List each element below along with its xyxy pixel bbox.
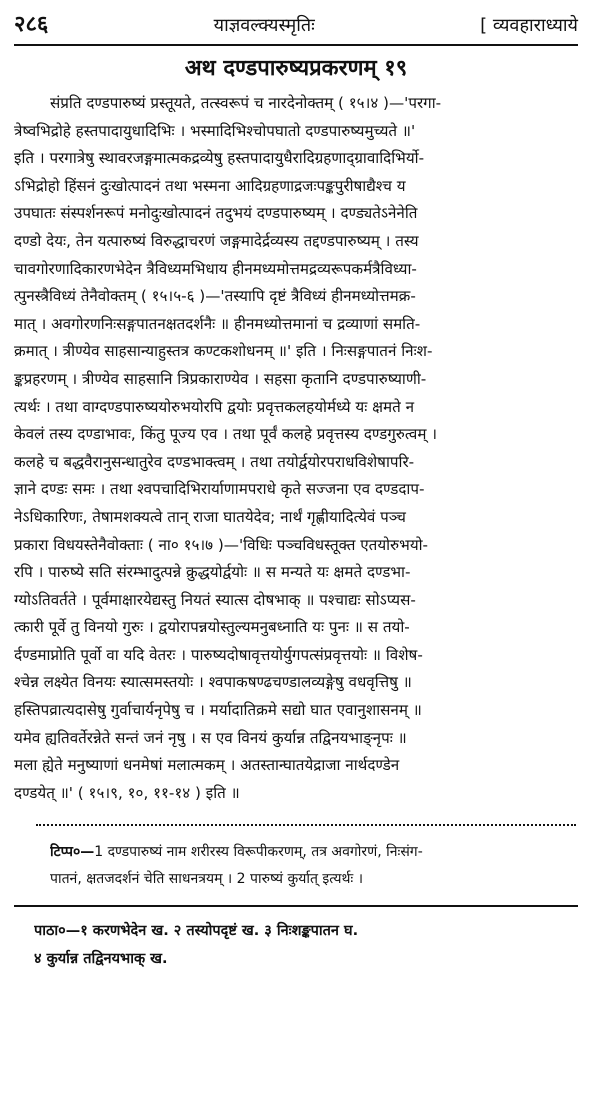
footnote-label: टिप्प०—: [50, 844, 95, 861]
page-number: २८६: [14, 12, 49, 37]
footnote-text: 1 दण्डपारुष्यं नाम शरीरस्य विरूपीकरणम्, तत्र अवगोरणं, निःसंग-: [94, 844, 423, 861]
variant-rule: [14, 905, 578, 907]
text-line: क्रमात् । त्रीण्येव साहसान्याहुस्तत्र कण्टकशोधनम् ॥' इति । निःसङ्गपातनं निःश-: [14, 342, 433, 361]
variant-text: १ करणभेदेन ख. २ तस्योपदृष्टं ख. ३ निःशङ्कपातन घ.: [80, 923, 359, 940]
text-line: संप्रति दण्डपारुष्यं प्रस्तूयते, तत्स्वरूपं च नारदेनोक्तम् ( १५।४ )—'परगा-: [50, 94, 442, 112]
text-line: कलहे च बद्धवैरानुसन्धातुरेव दण्डभाक्त्वम् । तथा तयोर्द्वयोरपराधविशेषापरि-: [14, 452, 415, 471]
text-line: त्पुनस्त्रैविध्यं तेनैवोक्तम् ( १५।५-६ )—'तस्यापि दृष्टं त्रैविध्यं हीनमध्योत्तमक्र-: [14, 287, 416, 306]
text-line: त्रेष्वभिद्रोहे हस्तपादायुधादिभिः । भस्मादिभिश्चोपघातो दण्डपारुष्यमुच्यते ॥': [14, 121, 416, 140]
variant-label: पाठा०—: [34, 923, 81, 940]
running-header: [14, 0, 578, 44]
text-line: ज्ञाने दण्डः समः । तथा श्वपचादिभिरार्याणामपराधे कृते सज्जना एव दण्डदाप-: [14, 480, 425, 499]
text-line: मात् । अवगोरणनिःसङ्गपातनक्षतदर्शनैः ॥ हीनमध्योत्तमानां च द्रव्याणां समति-: [14, 314, 421, 333]
header-rule: [14, 44, 578, 46]
text-line: प्रकारा विधयस्तेनैवोक्ताः ( ना० १५।७ )—'विधिः पञ्चविधस्तूक्त एतयोरुभयो-: [14, 535, 429, 554]
text-line: र्दण्डमाप्नोति पूर्वो वा यदि वेतरः । पारुष्यदोषावृत्तयोर्युगपत्संप्रवृत्तयोः ॥ विशेष-: [14, 645, 423, 664]
commentary-body: [14, 90, 578, 807]
text-line: त्कारी पूर्वे तु विनयो गुरुः । द्वयोरापन्नयोस्तुल्यमनुबध्नाति यः पुनः ॥ स तयो-: [14, 618, 410, 637]
footnote-divider-row: [14, 821, 578, 829]
dotted-divider: [36, 824, 576, 826]
section-tag: [ व्यवहाराध्याये: [480, 15, 578, 36]
variant-readings: [14, 917, 578, 973]
text-line: दण्डयेत् ॥' ( १५।९, १०, ११-१४ ) इति ॥: [14, 783, 240, 802]
text-line: उपघातः संस्पर्शनरूपं मनोदुःखोत्पादनं तदुभयं दण्डपारुष्यम् । दण्ड्यतेऽनेनेति: [14, 204, 418, 223]
text-line: त्यर्थः । तथा वाग्दण्डपारुष्ययोरुभयोरपि द्वयोः प्रवृत्तकलहयोर्मध्ये यः क्षमते न: [14, 397, 414, 416]
text-line: हस्तिपव्रात्यदासेषु गुर्वाचार्यनृपेषु च । मर्यादातिक्रमे सद्यो घात एवानुशासनम् ॥: [14, 701, 422, 720]
text-line: ग्योऽतिवर्तते । पूर्वमाक्षारयेद्यस्तु नियतं स्यात्स दोषभाक् ॥ पश्चाद्यः सोऽप्यस-: [14, 590, 416, 609]
footnote-line: [50, 839, 578, 866]
text-line: मला ह्येते मनुष्याणां धनमेषां मलात्मकम् । अतस्तान्घातयेद्राजा नार्थदण्डेन: [14, 756, 400, 775]
text-line: यमेव ह्यतिवर्तेरन्नेते सन्तं जनं नृषु । स एव विनयं कुर्यान्न तद्विनयभाङ्नृपः ॥: [14, 728, 407, 747]
footnote-line: पातनं, क्षतजदर्शनं चेति साधनत्रयम् । 2 पारुष्यं कुर्यात् इत्यर्थः ।: [50, 871, 364, 888]
text-line: ङ्कप्रहरणम् । त्रीण्येव साहसानि त्रिप्रकाराण्येव । सहसा कृतानि दण्डपारुष्याणी-: [14, 369, 427, 388]
text-line: केवलं तस्य दण्डाभावः, किंतु पूज्य एव । तथा पूर्वं कलहे प्रवृत्तस्य दण्डगुरुत्वम् ।: [14, 425, 438, 444]
variant-line: [34, 917, 578, 945]
variant-line: ४ कुर्यान्न तद्विनयभाक् ख.: [34, 951, 168, 968]
footnotes: [14, 839, 578, 893]
text-line: नेऽधिकारिणः, तेषामशक्यत्वे तान् राजा घातयेदेव; नार्थं गृह्णीयादित्येवं पञ्च: [14, 507, 406, 526]
text-line: इति । परगात्रेषु स्थावरजङ्गमात्मकद्रव्येषु हस्तपादायुधैरादिग्रहणाद्ग्रावादिभिर्यो-: [14, 149, 425, 168]
text-line: ऽभिद्रोहो हिंसनं दुःखोत्पादनं तथा भस्मना आदिग्रहणाद्रजःपङ्कपुरीषाद्यैश्च य: [14, 176, 406, 195]
text-line: रपि । पारुष्ये सति संरम्भादुत्पन्ने क्रुद्धयोर्द्वयोः ॥ स मन्यते यः क्षमते दण्डभा-: [14, 563, 411, 582]
text-line: दण्डो देयः, तेन यत्पारुष्यं विरुद्धाचरणं जङ्गमादेर्द्रव्यस्य तद्दण्डपारुष्यम् । तस्य: [14, 231, 419, 250]
text-line: श्चेन्न लक्ष्येत विनयः स्यात्समस्तयोः । श्वपाकषण्ढचण्डालव्यङ्गेषु वधवृत्तिषु ॥: [14, 673, 412, 692]
text-line: चावगोरणादिकारणभेदेन त्रैविध्यमभिधाय हीनमध्यमोत्तमद्रव्यरूपकर्मत्रैविध्या-: [14, 259, 417, 278]
running-title: याज्ञवल्क्यस्मृतिः: [213, 15, 315, 36]
chapter-title: अथ दण्डपारुष्यप्रकरणम् १९: [184, 56, 408, 81]
